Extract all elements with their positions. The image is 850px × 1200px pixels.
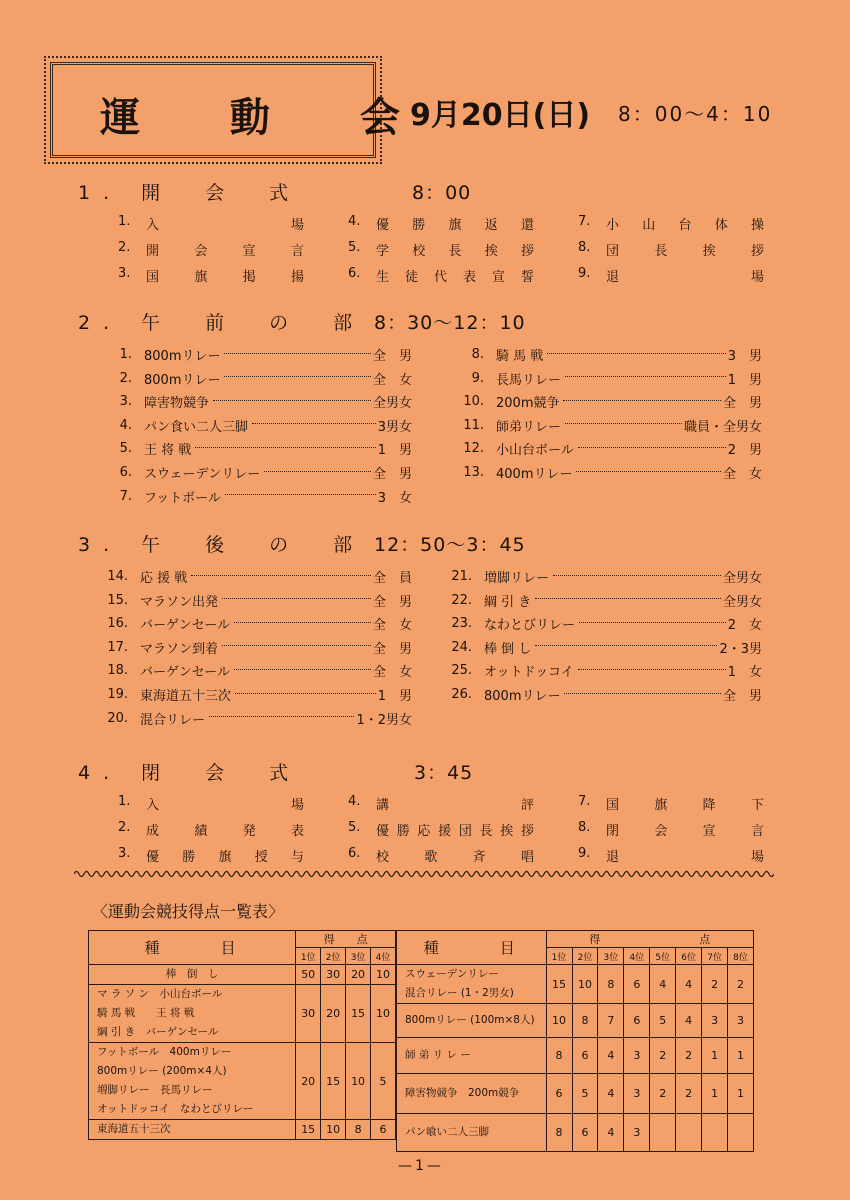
event-participants: 2 男 xyxy=(727,443,762,459)
event-name: 綱 引 き xyxy=(484,594,532,610)
event-names-cell xyxy=(89,1043,296,1120)
point-value: 3 xyxy=(624,1074,650,1114)
morning-program-row xyxy=(100,369,412,388)
leader-dots xyxy=(576,470,721,472)
program-number: 26. xyxy=(451,687,472,702)
event-name: 増脚リレー 長馬リレー xyxy=(97,1084,213,1096)
event-participants: 1・2男女 xyxy=(356,712,412,728)
leader-dots xyxy=(234,668,371,670)
event-column-header: 種 目 xyxy=(397,931,547,965)
point-value: 8 xyxy=(546,1114,572,1152)
event-participants: 3 男 xyxy=(727,349,762,364)
rank-header: 1位 xyxy=(546,948,572,965)
point-value: 10 xyxy=(572,965,598,1004)
opening-item-number: 2. xyxy=(118,240,131,255)
event-name: バーゲンセール xyxy=(140,618,230,634)
opening-item-label: 小 山 台 体 操 xyxy=(606,218,764,233)
rank-header: 2位 xyxy=(321,948,346,965)
points-column-header: 得 点 xyxy=(296,931,396,948)
closing-item-number: 9. xyxy=(578,846,591,861)
afternoon-program-row xyxy=(96,661,412,680)
event-name: 棒 倒 し xyxy=(484,641,532,657)
event-name: パン食い二人三脚 xyxy=(144,419,249,435)
leader-dots xyxy=(579,621,726,623)
closing-item xyxy=(578,820,764,839)
event-name: フットボール 400mリレー xyxy=(97,1046,232,1058)
closing-item-label: 入 場 xyxy=(146,798,304,813)
event-name: 800mリレー xyxy=(144,349,221,364)
event-name: スウェーデンリレー xyxy=(144,467,261,482)
point-value: 10 xyxy=(321,1120,346,1140)
point-value: 3 xyxy=(728,1004,754,1038)
event-participants: 全 男 xyxy=(372,641,412,657)
event-participants: 3男女 xyxy=(377,419,412,435)
event-date: 9月20日(日) xyxy=(410,98,591,133)
event-participants: 1 男 xyxy=(377,443,412,459)
opening-item xyxy=(348,266,534,285)
rank-header: 6位 xyxy=(676,948,702,965)
point-value: 10 xyxy=(346,1043,371,1120)
event-participants: 全男女 xyxy=(722,594,762,610)
rank-header: 3位 xyxy=(598,948,624,965)
point-value: 5 xyxy=(572,1074,598,1114)
program-number: 11. xyxy=(463,417,484,433)
opening-item-label: 開 会 宣 言 xyxy=(146,244,304,259)
event-participants: 全 男 xyxy=(372,349,412,364)
event-name: なわとびリレー xyxy=(484,618,576,634)
point-value: 8 xyxy=(572,1004,598,1038)
program-number: 10. xyxy=(463,394,484,410)
morning-time: 8：30〜12：10 xyxy=(374,312,526,334)
opening-item-label: 国 旗 掲 揚 xyxy=(146,270,304,285)
point-value: 6 xyxy=(624,1004,650,1038)
closing-item-number: 7. xyxy=(578,794,591,809)
opening-item xyxy=(348,214,534,233)
event-name: 小山台ボール xyxy=(496,443,574,459)
opening-item-label: 団 長 挨 拶 xyxy=(606,244,764,259)
leader-dots xyxy=(578,668,726,670)
program-number: 16. xyxy=(107,616,128,632)
morning-program-row xyxy=(100,392,412,411)
program-number: 24. xyxy=(451,639,472,655)
opening-item-number: 3. xyxy=(118,266,131,281)
program-number: 7. xyxy=(119,488,132,504)
event-name: 長馬リレー xyxy=(496,372,562,388)
morning-program-row xyxy=(452,345,762,364)
event-participants: 全男女 xyxy=(372,396,412,412)
point-value: 6 xyxy=(546,1074,572,1114)
opening-item-number: 7. xyxy=(578,214,591,229)
point-value: 3 xyxy=(702,1004,728,1038)
program-number: 19. xyxy=(107,687,128,702)
closing-item xyxy=(348,794,534,813)
closing-item-number: 2. xyxy=(118,820,131,835)
program-number: 4. xyxy=(119,417,132,433)
leader-dots xyxy=(578,446,726,448)
leader-dots xyxy=(264,470,371,472)
point-value: 10 xyxy=(546,1004,572,1038)
leader-dots xyxy=(222,597,371,599)
event-participants: 1 男 xyxy=(377,689,412,704)
program-number: 1. xyxy=(119,347,132,362)
morning-program-row xyxy=(452,392,762,411)
event-time: 8：00〜4：10 xyxy=(618,102,773,126)
leader-dots xyxy=(553,574,721,576)
point-value: 15 xyxy=(296,1120,321,1140)
morning-program-row xyxy=(452,416,762,435)
morning-program-row xyxy=(100,439,412,458)
rank-header: 4位 xyxy=(624,948,650,965)
event-participants: 2 女 xyxy=(727,618,762,634)
closing-item-label: 優 勝 旗 授 与 xyxy=(146,850,304,865)
point-value: 2 xyxy=(702,965,728,1004)
event-name: 応 援 戦 xyxy=(140,571,188,586)
point-value: 1 xyxy=(702,1038,728,1074)
event-name: 東海道五十三次 xyxy=(97,1123,171,1135)
closing-item xyxy=(578,794,764,813)
closing-item-number: 8. xyxy=(578,820,591,835)
closing-item xyxy=(348,846,534,865)
event-participants: 全男女 xyxy=(722,571,762,586)
point-value: 6 xyxy=(371,1120,396,1140)
point-value: 4 xyxy=(676,965,702,1004)
point-value: 20 xyxy=(296,1043,321,1120)
leader-dots xyxy=(535,644,717,646)
point-value: 7 xyxy=(598,1004,624,1038)
opening-item xyxy=(118,266,304,285)
point-value: 3 xyxy=(624,1038,650,1074)
program-number: 9. xyxy=(471,370,484,386)
opening-item-label: 入 場 xyxy=(146,218,304,233)
event-name: 混合リレー xyxy=(140,712,206,728)
point-value: 30 xyxy=(321,965,346,985)
afternoon-program-row xyxy=(440,685,762,704)
event-name: 800mリレー (200m×4人) xyxy=(97,1065,227,1077)
point-value: 15 xyxy=(546,965,572,1004)
afternoon-program-row xyxy=(96,591,412,610)
closing-item xyxy=(118,820,304,839)
point-value: 10 xyxy=(371,965,396,985)
closing-item xyxy=(578,846,764,865)
event-names-cell xyxy=(397,1038,547,1074)
point-value: 6 xyxy=(624,965,650,1004)
event-names-cell xyxy=(397,1004,547,1038)
event-participants: 全 員 xyxy=(372,571,412,586)
closing-item-label: 優勝応援団長挨拶 xyxy=(376,824,534,839)
closing-item-number: 1. xyxy=(118,794,131,809)
afternoon-program-row xyxy=(96,614,412,633)
event-name: マラソン到着 xyxy=(140,641,219,657)
page-title: 運 動 会 xyxy=(100,94,438,141)
leader-dots xyxy=(564,692,721,694)
opening-item-number: 4. xyxy=(348,214,361,229)
event-names-cell xyxy=(89,965,296,985)
closing-item-number: 5. xyxy=(348,820,361,835)
point-value: 4 xyxy=(598,1038,624,1074)
afternoon-program-row xyxy=(440,567,762,586)
opening-item xyxy=(348,240,534,259)
point-value: 30 xyxy=(296,985,321,1043)
morning-program-row xyxy=(452,439,762,458)
event-name: 騎 馬 戦 xyxy=(496,349,544,364)
opening-item xyxy=(578,240,764,259)
closing-item-label: 成 績 発 表 xyxy=(146,824,304,839)
leader-dots xyxy=(195,446,375,448)
point-value xyxy=(650,1114,676,1152)
event-name: フットボール xyxy=(144,490,221,506)
event-participants: 全 女 xyxy=(372,618,412,634)
morning-program-row xyxy=(452,463,762,482)
opening-heading: 1. 開 会 式 xyxy=(78,182,302,204)
closing-time: 3：45 xyxy=(414,762,474,784)
opening-item-label: 学 校 長 挨 拶 xyxy=(376,244,534,259)
event-name: 王 将 戦 xyxy=(144,443,192,459)
leader-dots xyxy=(213,399,371,401)
leader-dots xyxy=(252,422,376,424)
page-number: —1— xyxy=(398,1158,444,1174)
event-participants: 全 男 xyxy=(722,689,762,704)
closing-item xyxy=(118,794,304,813)
program-number: 14. xyxy=(107,569,128,584)
event-column-header: 種 目 xyxy=(89,931,296,965)
morning-heading: 2. 午 前 の 部 xyxy=(78,312,366,334)
event-participants: 3 女 xyxy=(377,490,412,506)
event-participants: 全 女 xyxy=(372,372,412,388)
opening-item xyxy=(578,266,764,285)
afternoon-program-row xyxy=(440,591,762,610)
wave-divider xyxy=(74,868,774,880)
program-number: 2. xyxy=(119,370,132,386)
rank-header: 1位 xyxy=(296,948,321,965)
closing-item-label: 講 評 xyxy=(376,798,534,813)
closing-item xyxy=(348,820,534,839)
point-value: 10 xyxy=(371,985,396,1043)
event-name: パン喰い二人三脚 xyxy=(405,1126,489,1138)
afternoon-program-row xyxy=(440,638,762,657)
event-name: 障害物競争 200m競争 xyxy=(405,1087,520,1099)
point-value: 5 xyxy=(371,1043,396,1120)
program-number: 22. xyxy=(451,592,472,608)
opening-item xyxy=(578,214,764,233)
rank-header: 3位 xyxy=(346,948,371,965)
point-value: 6 xyxy=(572,1114,598,1152)
morning-program-row xyxy=(100,416,412,435)
afternoon-program-row xyxy=(440,614,762,633)
point-value: 2 xyxy=(676,1038,702,1074)
morning-program-row xyxy=(100,345,412,364)
closing-item xyxy=(118,846,304,865)
point-value: 8 xyxy=(346,1120,371,1140)
program-number: 8. xyxy=(471,347,484,362)
rank-header: 8位 xyxy=(728,948,754,965)
leader-dots xyxy=(535,597,721,599)
leader-dots xyxy=(191,574,371,576)
event-names-cell xyxy=(89,1120,296,1140)
point-value xyxy=(728,1114,754,1152)
event-participants: 職員・全男女 xyxy=(683,419,762,435)
leader-dots xyxy=(209,715,354,717)
event-name: 400mリレー xyxy=(496,467,573,482)
opening-item-label: 生 徒 代 表 宣 誓 xyxy=(376,270,534,285)
program-number: 18. xyxy=(107,663,128,679)
event-participants: 全 男 xyxy=(722,396,762,412)
program-number: 20. xyxy=(107,710,128,726)
leader-dots xyxy=(563,399,721,401)
event-name: 増脚リレー xyxy=(484,571,550,586)
leader-dots xyxy=(547,352,725,354)
closing-item-label: 退 場 xyxy=(606,850,764,865)
afternoon-program-row xyxy=(96,638,412,657)
point-value xyxy=(676,1114,702,1152)
closing-item-label: 国 旗 降 下 xyxy=(606,798,764,813)
closing-item-number: 3. xyxy=(118,846,131,861)
opening-item-number: 9. xyxy=(578,266,591,281)
point-value: 20 xyxy=(346,965,371,985)
event-name: 200m競争 xyxy=(496,396,560,412)
rank-header: 2位 xyxy=(572,948,598,965)
point-value: 4 xyxy=(650,965,676,1004)
event-name: オットドッコイ なわとびリレー xyxy=(97,1103,254,1115)
score-table-right xyxy=(396,930,754,1152)
point-value xyxy=(702,1114,728,1152)
event-participants: 2・3男 xyxy=(719,641,762,657)
event-name: 800mリレー xyxy=(144,372,221,388)
score-table-title: 〈運動会競技得点一覧表〉 xyxy=(92,902,285,921)
event-name: 師弟リレー xyxy=(496,419,562,435)
afternoon-time: 12：50〜3：45 xyxy=(374,534,526,556)
leader-dots xyxy=(565,422,682,424)
opening-item-label: 退 場 xyxy=(606,270,764,285)
afternoon-heading: 3. 午 後 の 部 xyxy=(78,534,366,556)
event-name: スウェーデンリレー xyxy=(405,968,499,980)
point-value: 2 xyxy=(676,1074,702,1114)
opening-time: 8：00 xyxy=(412,182,472,204)
leader-dots xyxy=(222,644,371,646)
closing-item-label: 校 歌 斉 唱 xyxy=(376,850,534,865)
program-number: 25. xyxy=(451,663,472,679)
point-value: 5 xyxy=(650,1004,676,1038)
program-number: 3. xyxy=(119,394,132,410)
point-value: 1 xyxy=(728,1038,754,1074)
morning-program-row xyxy=(452,369,762,388)
leader-dots xyxy=(565,375,726,377)
event-participants: 1 男 xyxy=(727,372,762,388)
afternoon-program-row xyxy=(96,709,412,728)
score-table-left xyxy=(88,930,396,1140)
point-value: 20 xyxy=(321,985,346,1043)
event-participants: 全 男 xyxy=(372,467,412,482)
point-value: 1 xyxy=(702,1074,728,1114)
event-names-cell xyxy=(397,1074,547,1114)
opening-item-label: 優 勝 旗 返 還 xyxy=(376,218,534,233)
closing-item-label: 閉 会 宣 言 xyxy=(606,824,764,839)
event-name: マ ラ ソ ン 小山台ボール xyxy=(97,988,223,1000)
point-value: 15 xyxy=(321,1043,346,1120)
morning-program-row xyxy=(100,463,412,482)
event-name: 障害物競争 xyxy=(144,396,210,412)
closing-heading: 4. 閉 会 式 xyxy=(78,762,302,784)
rank-header: 5位 xyxy=(650,948,676,965)
afternoon-program-row xyxy=(96,685,412,704)
event-names-cell xyxy=(89,985,296,1043)
program-number: 21. xyxy=(451,569,472,584)
leader-dots xyxy=(224,352,371,354)
point-value: 8 xyxy=(546,1038,572,1074)
opening-item-number: 8. xyxy=(578,240,591,255)
leader-dots xyxy=(225,493,376,495)
event-name: 綱 引 き バーゲンセール xyxy=(97,1026,219,1038)
closing-item-number: 6. xyxy=(348,846,361,861)
event-names-cell xyxy=(397,965,547,1004)
closing-item-number: 4. xyxy=(348,794,361,809)
leader-dots xyxy=(224,375,371,377)
rank-header: 7位 xyxy=(702,948,728,965)
point-value: 4 xyxy=(598,1114,624,1152)
event-participants: 全 女 xyxy=(372,665,412,681)
event-name: オットドッコイ xyxy=(484,665,574,681)
morning-program-row xyxy=(100,487,412,506)
event-name: バーゲンセール xyxy=(140,665,230,681)
opening-item-number: 1. xyxy=(118,214,131,229)
opening-item xyxy=(118,240,304,259)
points-column-header: 得 点 xyxy=(546,931,753,948)
opening-item xyxy=(118,214,304,233)
event-participants: 1 女 xyxy=(727,665,762,681)
afternoon-program-row xyxy=(440,661,762,680)
point-value: 2 xyxy=(728,965,754,1004)
point-value: 2 xyxy=(650,1038,676,1074)
event-name: 800mリレー (100m×8人) xyxy=(405,1014,535,1026)
event-name: 棒 倒 し xyxy=(165,968,219,980)
opening-item-number: 6. xyxy=(348,266,361,281)
point-value: 15 xyxy=(346,985,371,1043)
event-name: 800mリレー xyxy=(484,689,561,704)
leader-dots xyxy=(234,621,371,623)
event-name: 騎 馬 戦 王 将 戦 xyxy=(97,1007,195,1019)
point-value: 1 xyxy=(728,1074,754,1114)
event-name: 東海道五十三次 xyxy=(140,689,232,704)
program-number: 23. xyxy=(451,616,472,632)
point-value: 3 xyxy=(624,1114,650,1152)
point-value: 50 xyxy=(296,965,321,985)
program-number: 17. xyxy=(107,639,128,655)
event-participants: 全 男 xyxy=(372,594,412,610)
program-number: 5. xyxy=(119,441,132,457)
event-name: 師 弟 リ レ ー xyxy=(405,1049,471,1061)
program-number: 15. xyxy=(107,592,128,608)
program-number: 13. xyxy=(463,465,484,480)
event-names-cell xyxy=(397,1114,547,1152)
point-value: 4 xyxy=(676,1004,702,1038)
afternoon-program-row xyxy=(96,567,412,586)
point-value: 4 xyxy=(598,1074,624,1114)
point-value: 6 xyxy=(572,1038,598,1074)
point-value: 2 xyxy=(650,1074,676,1114)
event-participants: 全 女 xyxy=(722,467,762,482)
rank-header: 4位 xyxy=(371,948,396,965)
leader-dots xyxy=(235,692,376,694)
program-number: 6. xyxy=(119,465,132,480)
point-value: 8 xyxy=(598,965,624,1004)
opening-item-number: 5. xyxy=(348,240,361,255)
program-number: 12. xyxy=(463,441,484,457)
event-name: マラソン出発 xyxy=(140,594,219,610)
event-name: 混合リレー (1・2男女) xyxy=(405,987,514,999)
